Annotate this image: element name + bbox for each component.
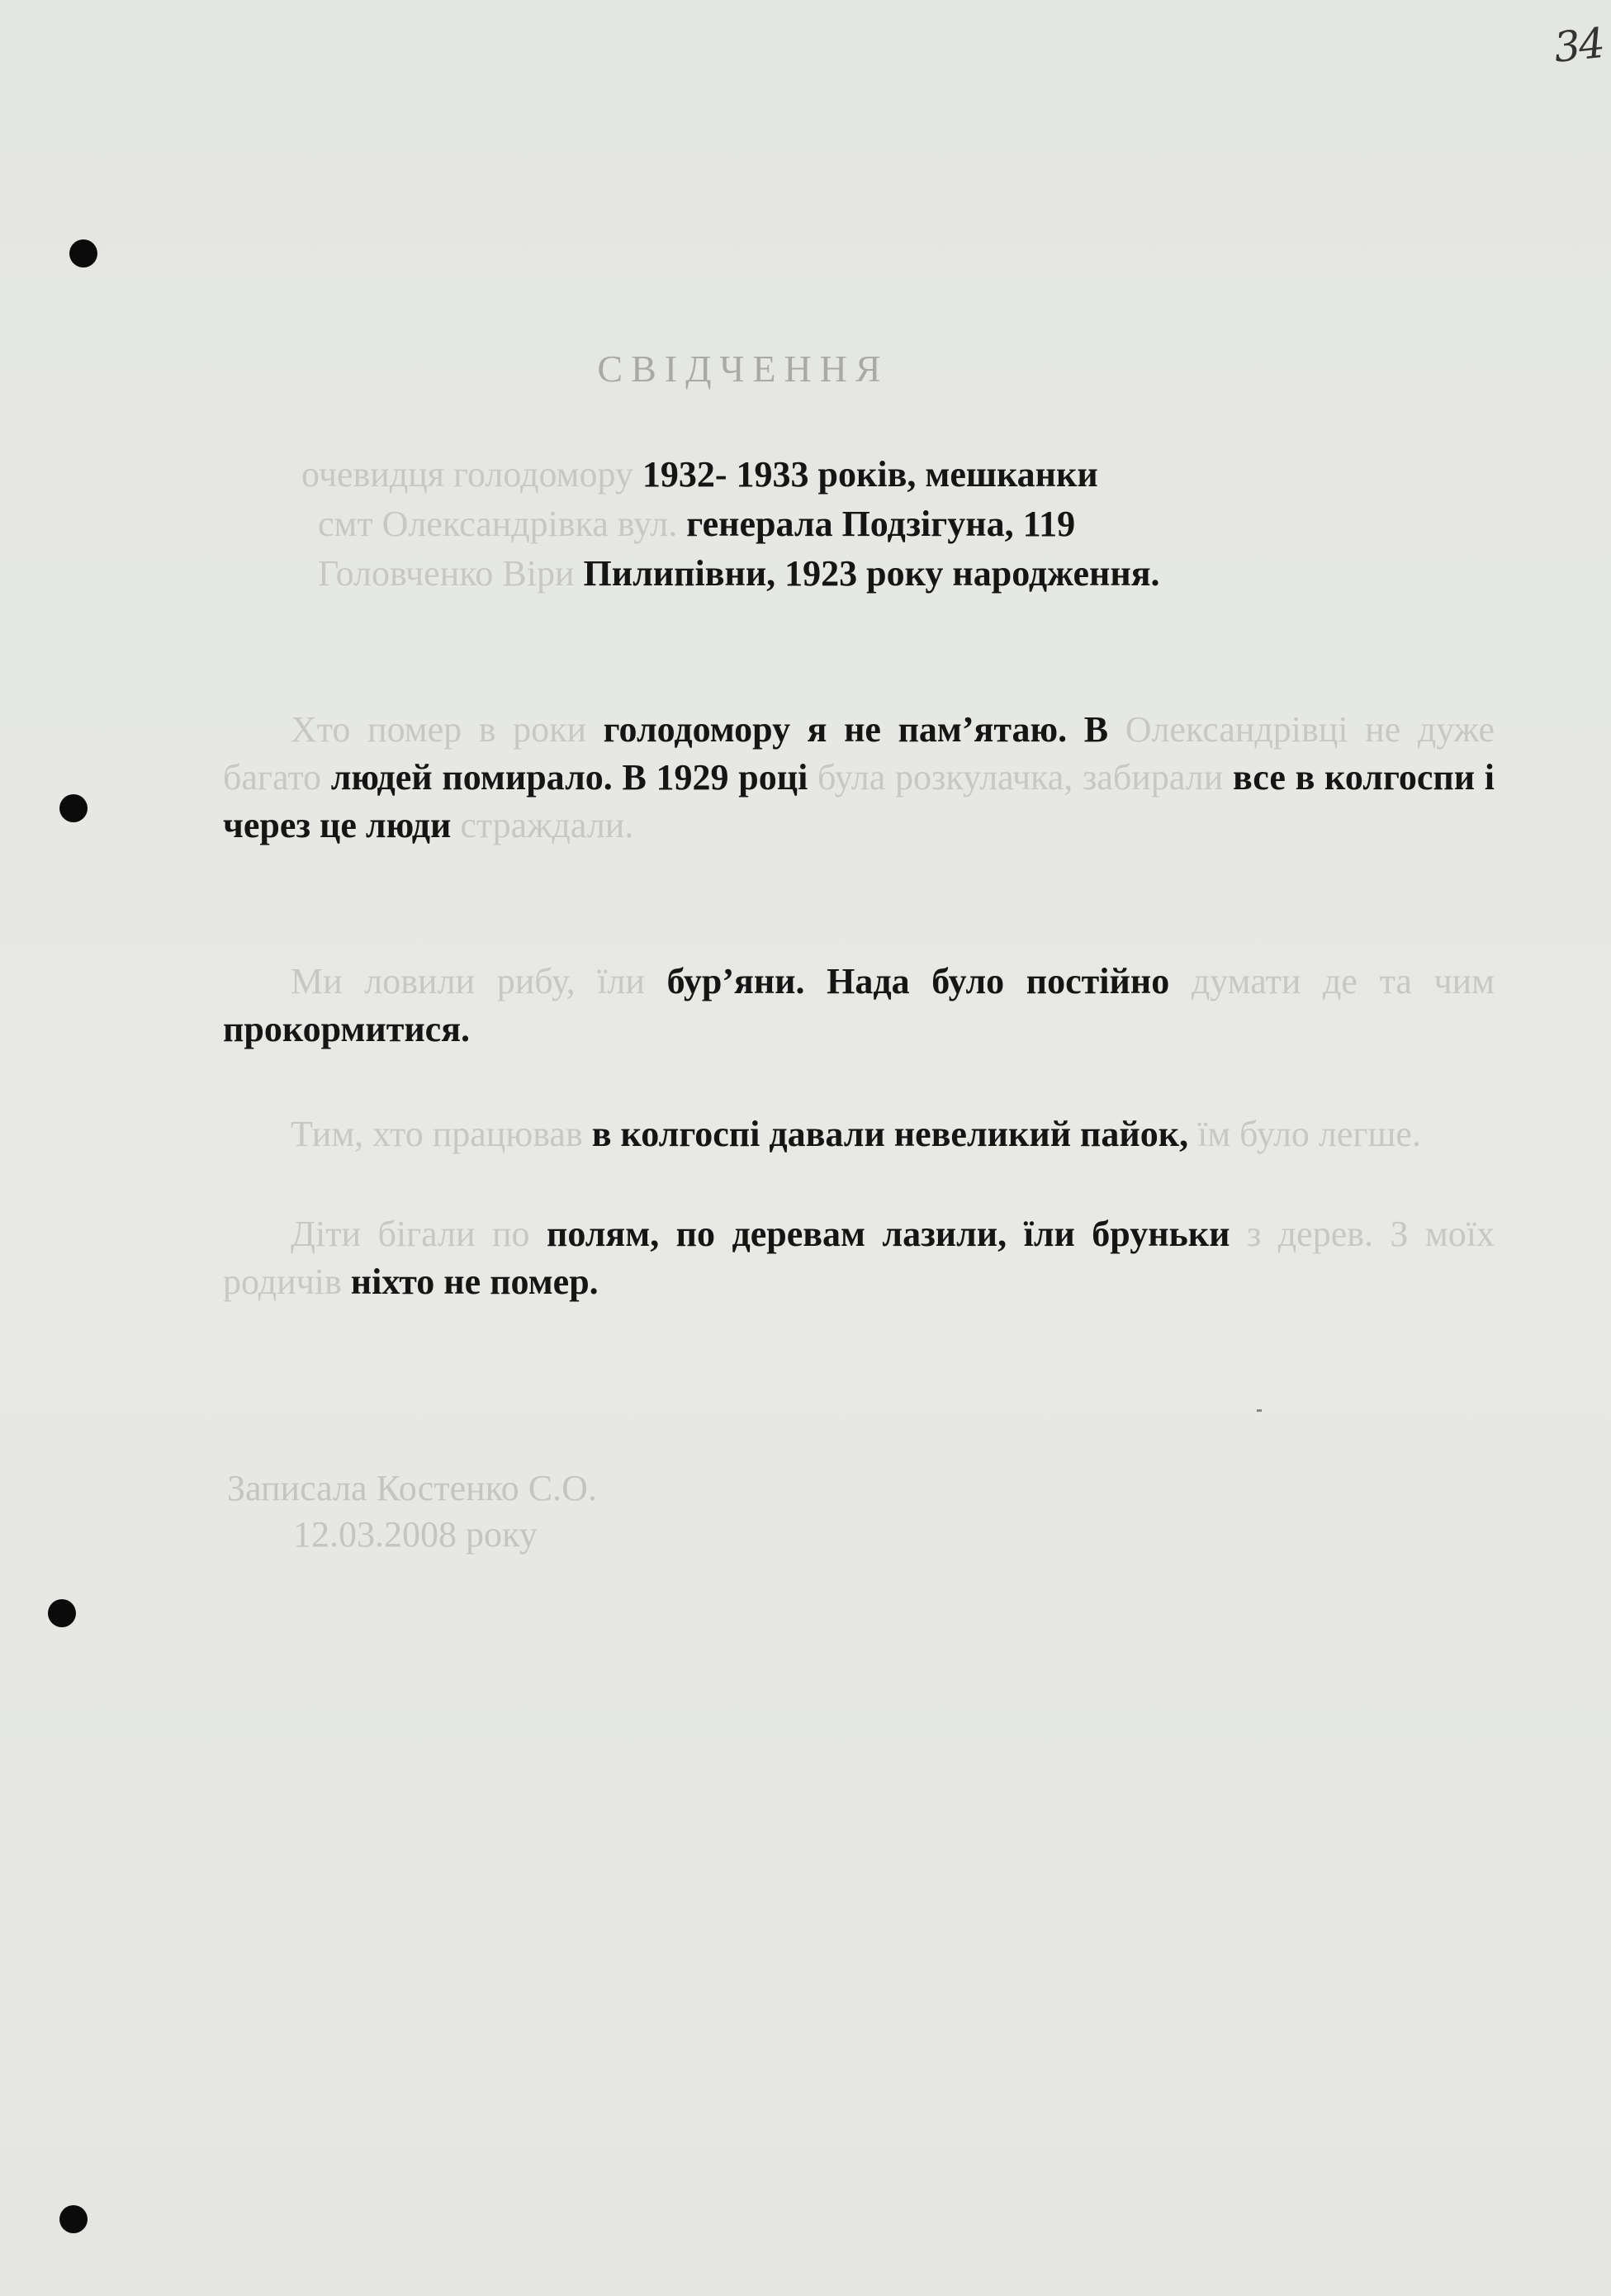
header-line-3 [318, 549, 1519, 599]
p1-bold: голодомору я не пам’ятаю. В [586, 709, 1109, 750]
p1-bold-3: все в колгоспи і через це люди [223, 757, 1495, 845]
p3-faded: Тим, хто працював [291, 1114, 583, 1154]
p3-bold: в колгоспі давали невеликий пайок, [582, 1114, 1189, 1154]
header-block [281, 450, 1519, 599]
punch-hole-4 [59, 2205, 88, 2233]
page-number: 34 [1552, 19, 1606, 72]
paragraph-3 [223, 1110, 1495, 1158]
document-title: СВІДЧЕННЯ [597, 348, 889, 390]
p1-faded: Хто помер в роки [291, 709, 587, 750]
p2-bold-2: прокормитися. [223, 1009, 471, 1049]
header-line-1-bold: 1932- 1933 років, мешканки [633, 454, 1098, 495]
p4-faded-2: з дерев. З моїх родичів [223, 1214, 1495, 1302]
p2-faded: Ми ловили рибу, їли [291, 961, 645, 1001]
p3-faded-2: їм було легше. [1197, 1114, 1421, 1154]
header-line-3-faded: Головченко Віри [318, 553, 575, 594]
paragraph-2 [223, 958, 1495, 1053]
p1-faded-2: Олександрівці не дуже багато [223, 709, 1495, 798]
header-line-2-faded: смт Олександрівка вул. [318, 504, 678, 544]
p1-faded-3: була розкулачка, забирали [817, 757, 1224, 798]
header-line-3-bold: Пилипівни, 1923 року народження. [574, 553, 1160, 594]
header-line-1 [301, 450, 1519, 499]
header-line-2 [318, 499, 1519, 549]
punch-hole-3 [48, 1599, 76, 1627]
paragraph-4 [223, 1210, 1495, 1306]
recorded-by: Записала Костенко С.О. [227, 1468, 597, 1508]
punch-hole-1 [69, 239, 97, 267]
p2-bold: бур’яни. Нада було постійно [644, 961, 1170, 1001]
paragraph-1 [223, 706, 1495, 850]
p2-faded-2: думати де та чим [1191, 961, 1495, 1001]
p4-bold: полям, по деревам лазили, їли бруньки [529, 1214, 1230, 1254]
p1-bold-2: людей помирало. В 1929 році [321, 757, 808, 798]
punch-hole-2 [59, 794, 88, 822]
header-line-2-bold: генерала Подзігуна, 119 [677, 504, 1076, 544]
p4-bold-2: ніхто не помер. [341, 1262, 599, 1302]
paper-speck [1257, 1409, 1262, 1412]
header-line-1-faded: очевидця голодомору [301, 454, 633, 495]
p1-faded-4: страждали. [460, 805, 634, 845]
record-date: 12.03.2008 року [293, 1514, 538, 1555]
signature-block [227, 1465, 597, 1558]
p4-faded: Діти бігали по [291, 1214, 530, 1254]
